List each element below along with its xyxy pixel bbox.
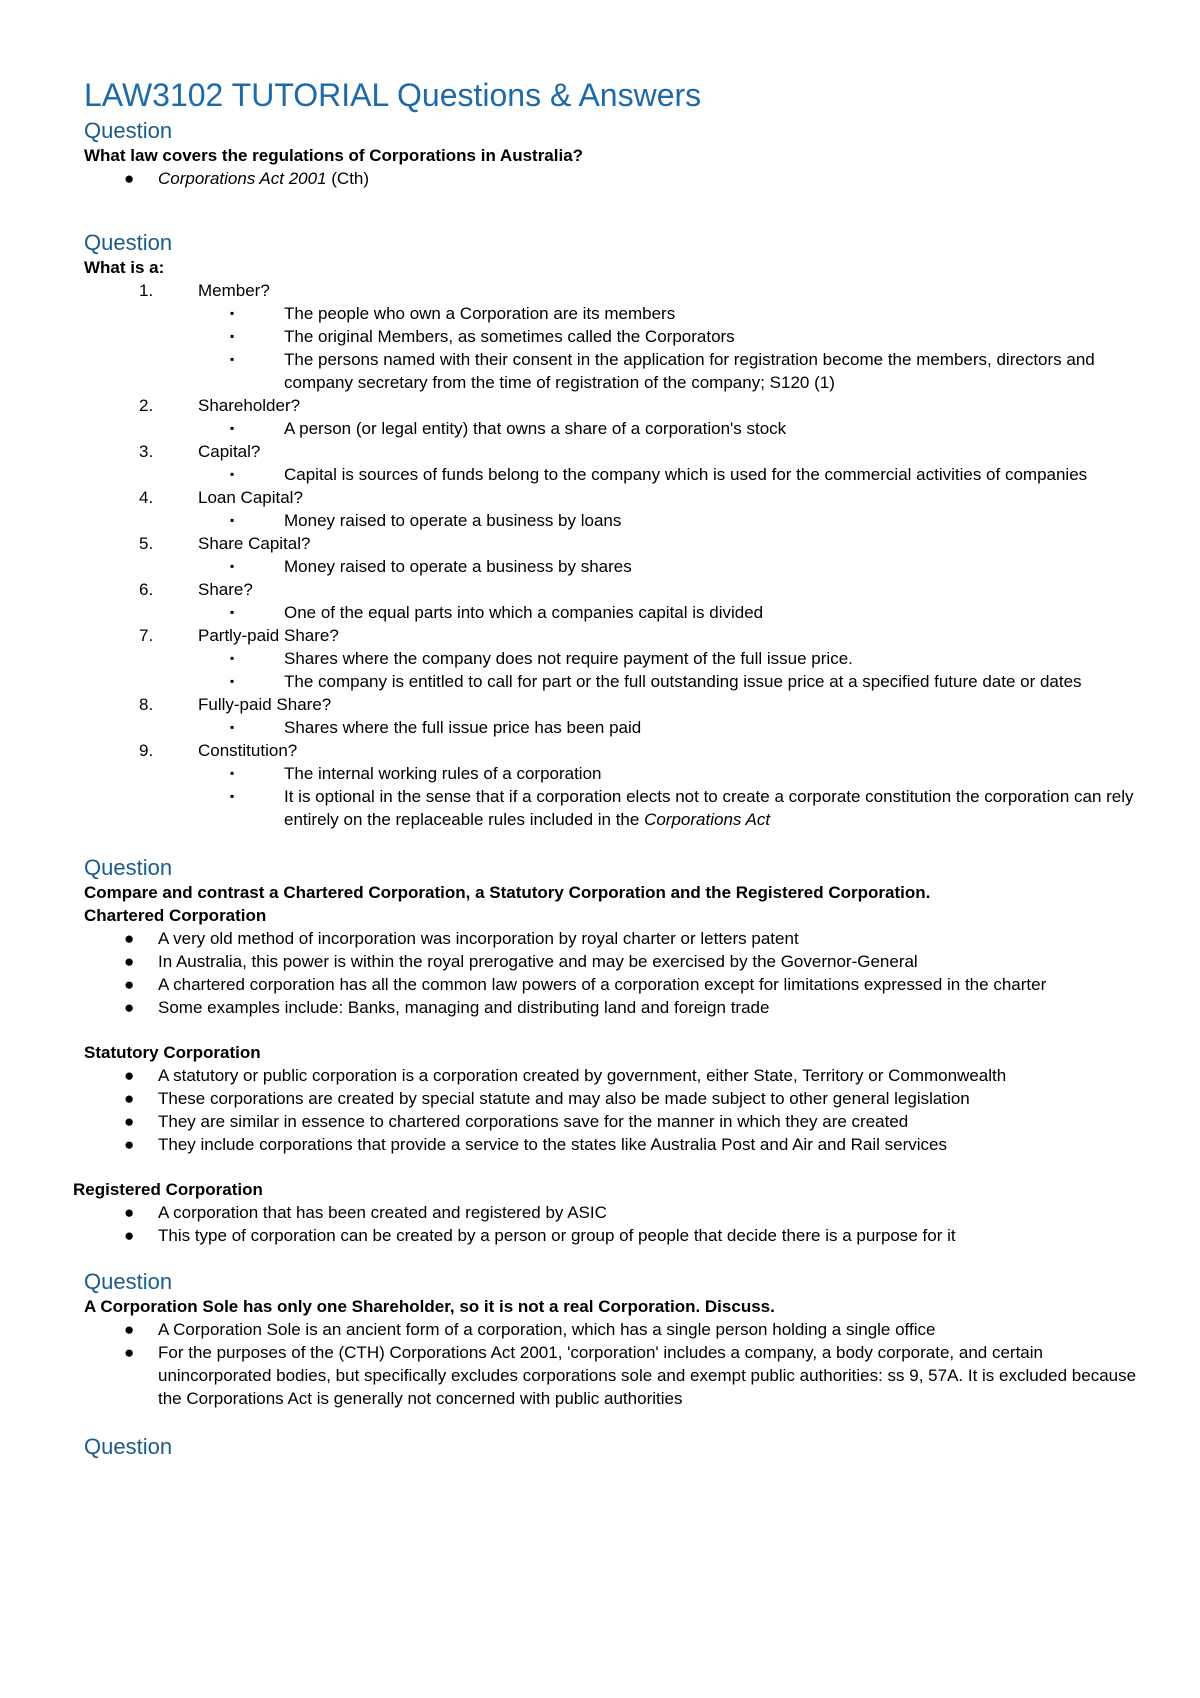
square-bullet-icon: ▪ [230, 467, 235, 481]
list-item: ▪ The persons named with their consent in the application for registration become the members, directors and company secretary from the time of registration of the company; S120 (1) [230, 350, 1095, 392]
list-item: ● This type of corporation can be created by a person or group of people that decide there is a purpose for it [124, 1226, 956, 1245]
item-number: 4. [139, 488, 154, 507]
list-item [84, 486, 1144, 532]
question-heading: Question [84, 1269, 173, 1294]
list-item: ● They include corporations that provide a service to the states like Australia Post and Air and Rail services [124, 1135, 948, 1154]
question-heading: Question [84, 230, 173, 255]
bullet-icon: ● [124, 1320, 135, 1339]
item-number: 9. [139, 741, 154, 760]
bullet-icon: ● [124, 1089, 135, 1108]
list-item: ▪ A person (or legal entity) that owns a share of a corporation's stock [230, 419, 787, 438]
list-item: ● A very old method of incorporation was incorporation by royal charter or letters patent [124, 929, 799, 948]
list-item: ▪ It is optional in the sense that if a corporation elects not to create a corporate constitution the corporation can rely entirely on the replaceable rules included in the Corporations Act [230, 787, 1134, 829]
item-label: Loan Capital? [198, 488, 303, 507]
item-number: 5. [139, 534, 154, 553]
list-item: ▪ Capital is sources of funds belong to the company which is used for the commercial activities of companies [230, 465, 1088, 484]
item-label: Share? [198, 580, 253, 599]
square-bullet-icon: ▪ [230, 674, 235, 688]
square-bullet-icon: ▪ [230, 329, 235, 343]
question-text: What law covers the regulations of Corporations in Australia? [84, 146, 584, 165]
item-label: Fully-paid Share? [198, 695, 332, 714]
section-heading: Statutory Corporation [84, 1043, 261, 1062]
square-bullet-icon: ▪ [230, 651, 235, 665]
item-number: 3. [139, 442, 154, 461]
list-item: ▪ The people who own a Corporation are its members [230, 304, 676, 323]
list-item [84, 167, 1144, 190]
answer-list [84, 1318, 1144, 1410]
answer-rest: (Cth) [326, 169, 370, 188]
list-item: ▪ Money raised to operate a business by shares [230, 557, 632, 576]
square-bullet-icon: ▪ [230, 789, 235, 803]
statutory-list [84, 1064, 1144, 1156]
square-bullet-icon: ▪ [230, 421, 235, 435]
square-bullet-icon: ▪ [230, 720, 235, 734]
bullet-icon: ● [124, 1112, 135, 1131]
list-item: ● A corporation that has been created and registered by ASIC [124, 1203, 607, 1222]
question-heading: Question [84, 1434, 173, 1459]
act-name: Corporations Act 2001 [158, 169, 327, 188]
item-number: 1. [139, 281, 154, 300]
list-item [84, 394, 1144, 440]
list-item: ▪ Shares where the full issue price has been paid [230, 718, 642, 737]
list-item [84, 693, 1144, 739]
bullet-icon: ● [124, 169, 135, 188]
question-heading: Question [84, 118, 173, 143]
question-text: Compare and contrast a Chartered Corporation, a Statutory Corporation and the Registered Corporation. [84, 883, 931, 902]
item-label: Member? [198, 281, 270, 300]
act-name: Corporations Act [644, 810, 771, 829]
list-item: ▪ The company is entitled to call for part or the full outstanding issue price at a specified future date or dates [230, 672, 1082, 691]
list-item [84, 279, 1144, 394]
list-item: ● Some examples include: Banks, managing and distributing land and foreign trade [124, 998, 770, 1017]
list-item: ● A Corporation Sole is an ancient form of a corporation, which has a single person holding a single office [124, 1320, 936, 1339]
list-item [84, 440, 1144, 486]
list-item: ● A statutory or public corporation is a corporation created by government, either State, Territory or Commonwealth [124, 1066, 1007, 1085]
list-item: ● In Australia, this power is within the royal prerogative and may be exercised by the Governor-General [124, 952, 918, 971]
section-heading: Chartered Corporation [84, 906, 267, 925]
bullet-icon: ● [124, 998, 135, 1017]
bullet-icon: ● [124, 1066, 135, 1085]
answer-list [84, 167, 1144, 190]
bullet-icon: ● [124, 1135, 135, 1154]
bullet-icon: ● [124, 929, 135, 948]
list-item: ▪ The original Members, as sometimes called the Corporators [230, 327, 735, 346]
square-bullet-icon: ▪ [230, 605, 235, 619]
section-heading: Registered Corporation [73, 1180, 263, 1199]
item-number: 6. [139, 580, 154, 599]
list-item [84, 532, 1144, 578]
item-label: Share Capital? [198, 534, 311, 553]
square-bullet-icon: ▪ [230, 559, 235, 573]
item-number: 2. [139, 396, 154, 415]
list-item: ▪ Shares where the company does not require payment of the full issue price. [230, 649, 853, 668]
list-item: ● They are similar in essence to chartered corporations save for the manner in which they are created [124, 1112, 909, 1131]
square-bullet-icon: ▪ [230, 766, 235, 780]
item-number: 7. [139, 626, 154, 645]
list-item [84, 578, 1144, 624]
question-heading: Question [84, 855, 173, 880]
square-bullet-icon: ▪ [230, 352, 235, 366]
item-label: Partly-paid Share? [198, 626, 339, 645]
list-item [84, 739, 1144, 831]
bullet-icon: ● [124, 1343, 135, 1362]
item-number: 8. [139, 695, 154, 714]
item-label: Constitution? [198, 741, 298, 760]
bullet-icon: ● [124, 1226, 135, 1245]
definitions-list [84, 279, 1144, 831]
question-text: What is a: [84, 258, 165, 277]
square-bullet-icon: ▪ [230, 306, 235, 320]
list-item: ● For the purposes of the (CTH) Corporations Act 2001, 'corporation' includes a company, a body corporate, and certain unincorporated bodies, but specifically excludes corporations sole and exempt public authorities: ss 9, 57A. It is excluded because the Corporations Act is generally not concerned with public authorities [124, 1343, 1137, 1408]
square-bullet-icon: ▪ [230, 513, 235, 527]
bullet-icon: ● [124, 1203, 135, 1222]
bullet-icon: ● [124, 952, 135, 971]
question-text: A Corporation Sole has only one Shareholder, so it is not a real Corporation. Discuss. [84, 1297, 775, 1316]
list-item: ▪ The internal working rules of a corporation [230, 764, 602, 783]
list-item [84, 624, 1144, 693]
document [73, 72, 1144, 1460]
item-label: Shareholder? [198, 396, 301, 415]
list-item: ▪ Money raised to operate a business by loans [230, 511, 622, 530]
chartered-list [84, 927, 1144, 1019]
list-item: ▪ One of the equal parts into which a companies capital is divided [230, 603, 764, 622]
registered-list [84, 1201, 1144, 1247]
item-label: Capital? [198, 442, 261, 461]
bullet-icon: ● [124, 975, 135, 994]
list-item: ● A chartered corporation has all the common law powers of a corporation except for limitations expressed in the charter [124, 975, 1047, 994]
document-title: LAW3102 TUTORIAL Questions & Answers [84, 77, 702, 113]
list-item: ● These corporations are created by special statute and may also be made subject to other general legislation [124, 1089, 970, 1108]
